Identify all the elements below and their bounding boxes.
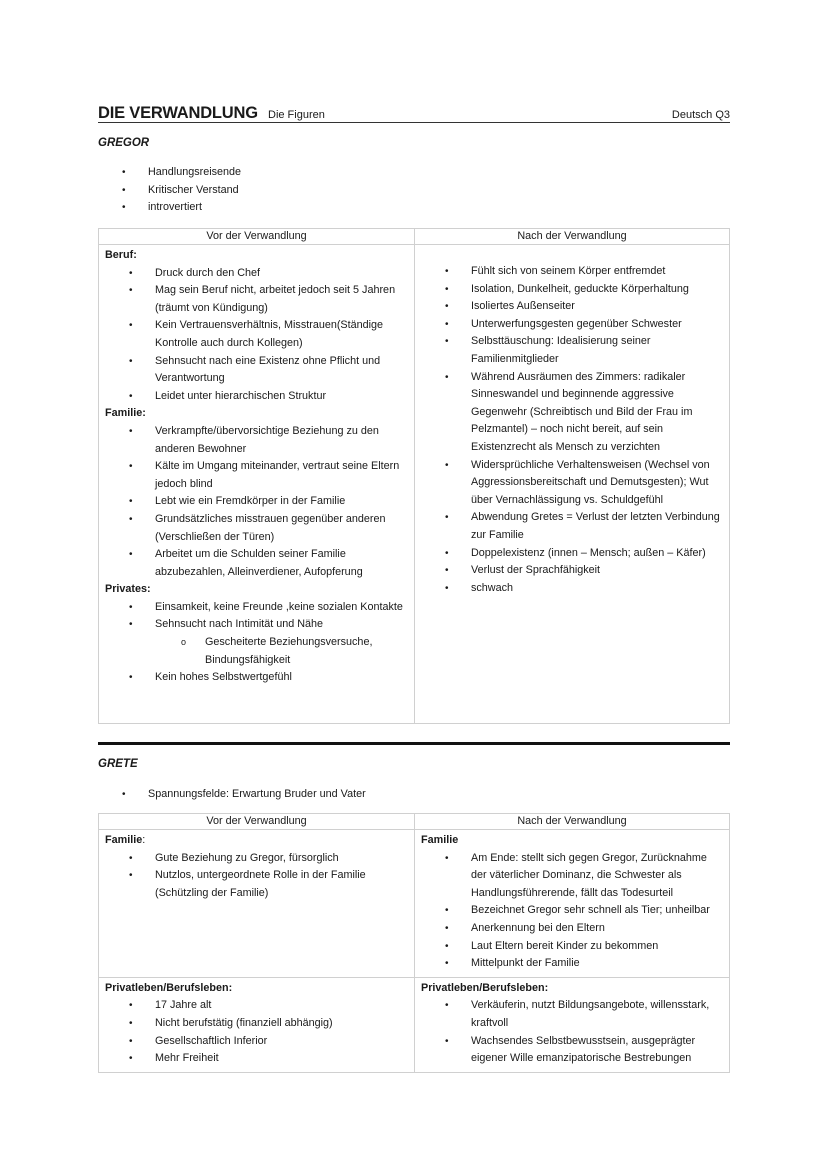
- familie-list: [105, 850, 408, 903]
- nested-list: [155, 634, 408, 669]
- list-item: • Nicht berufstätig (finanziell abhängig): [155, 1015, 408, 1033]
- list-item: • Kein Vertrauensverhältnis, Misstrauen(Ständige Kontrolle auch durch Kollegen): [155, 317, 408, 352]
- list-item: • Arbeitet um die Schulden seiner Familie abzubezahlen, Alleinverdiener, Aufopferung: [155, 546, 408, 581]
- list-item: • Handlungsreisende: [148, 164, 241, 182]
- list-item: • Grundsätzliches misstrauen gegenüber anderen (Verschließen der Türen): [155, 511, 408, 546]
- section-title-gregor: GREGOR: [98, 137, 150, 149]
- list-item: • Isolation, Dunkelheit, geduckte Körperhaltung: [471, 281, 723, 299]
- subheading-colon: :: [142, 834, 146, 846]
- grete-traits-list: [148, 786, 366, 804]
- list-item: • Kritischer Verstand: [148, 182, 241, 200]
- list-item: • Spannungsfelde: Erwartung Bruder und Vater: [148, 786, 366, 804]
- list-item: • Selbsttäuschung: Idealisierung seiner Familienmitglieder: [471, 333, 723, 368]
- list-item: [155, 616, 408, 669]
- familie-list: [105, 423, 408, 581]
- course-label: Deutsch Q3: [671, 109, 730, 121]
- gregor-comparison-table: [98, 228, 730, 724]
- after-list: [421, 263, 723, 597]
- grete-after-familie-cell: [415, 830, 730, 978]
- grete-after-privat-cell: [415, 977, 730, 1072]
- list-item: • Gesellschaftlich Inferior: [155, 1033, 408, 1051]
- table-row: [99, 245, 730, 724]
- table-header-row: [99, 814, 730, 830]
- gregor-before-cell: [99, 245, 415, 724]
- table-row: [99, 830, 730, 978]
- privat-list: [421, 997, 723, 1067]
- document-subtitle: Die Figuren: [268, 109, 325, 121]
- list-item: • introvertiert: [148, 199, 241, 217]
- list-item: • Leidet unter hierarchischen Struktur: [155, 388, 408, 406]
- column-header-before: Vor der Verwandlung: [99, 229, 415, 245]
- document-header: [98, 100, 730, 123]
- grete-before-familie-cell: [99, 830, 415, 978]
- subheading-privates: Privates:: [105, 583, 151, 596]
- beruf-list: [105, 265, 408, 406]
- column-header-before: Vor der Verwandlung: [99, 814, 415, 830]
- list-item: • Doppelexistenz (innen – Mensch; außen – Käfer): [471, 545, 723, 563]
- list-item: • Anerkennung bei den Eltern: [471, 920, 723, 938]
- subheading-familie: Familie: [421, 834, 459, 846]
- list-item: • Bezeichnet Gregor sehr schnell als Tier; unheilbar: [471, 902, 723, 920]
- list-item-text: Sehnsucht nach Intimität und Nähe: [155, 618, 324, 631]
- grete-comparison-table: [98, 813, 730, 1073]
- list-item: • schwach: [471, 580, 723, 598]
- list-item: • Kein hohes Selbstwertgefühl: [155, 669, 408, 687]
- column-header-after: Nach der Verwandlung: [415, 229, 730, 245]
- list-item: • Abwendung Gretes = Verlust der letzten Verbindung zur Familie: [471, 509, 723, 544]
- list-item: • Mittelpunkt der Familie: [471, 955, 723, 973]
- list-item: • Verlust der Sprachfähigkeit: [471, 562, 723, 580]
- document-title: DIE VERWANDLUNG: [98, 104, 258, 122]
- list-item: • Während Ausräumen des Zimmers: radikaler Sinneswandel und beginnende aggressive Gegenwehr (Schreibtisch und Bild der Frau im Pelzmantel) – noch nicht bereit, auf sein Existenzrecht als Mensch zu verzichten: [471, 369, 723, 457]
- table-row: [99, 977, 730, 1072]
- list-item: • Druck durch den Chef: [155, 265, 408, 283]
- privat-list: [105, 997, 408, 1067]
- document-page: [98, 100, 730, 1065]
- list-item: • Sehnsucht nach eine Existenz ohne Pflicht und Verantwortung: [155, 353, 408, 388]
- list-item: • Kälte im Umgang miteinander, vertraut seine Eltern jedoch blind: [155, 458, 408, 493]
- table-header-row: [99, 229, 730, 245]
- list-item: • Mag sein Beruf nicht, arbeitet jedoch seit 5 Jahren (träumt von Kündigung): [155, 282, 408, 317]
- list-item: • Unterwerfungsgesten gegenüber Schwester: [471, 316, 723, 334]
- list-item: • Einsamkeit, keine Freunde ,keine sozialen Kontakte: [155, 599, 408, 617]
- list-item: • 17 Jahre alt: [155, 997, 408, 1015]
- familie-list: [421, 850, 723, 973]
- nested-list-item: o Gescheiterte Beziehungsversuche, Bindungsfähigkeit: [205, 634, 408, 669]
- list-item: • Laut Eltern bereit Kinder zu bekommen: [471, 938, 723, 956]
- column-header-after: Nach der Verwandlung: [415, 814, 730, 830]
- subheading-familie: Familie:: [105, 407, 146, 420]
- list-item: • Wachsendes Selbstbewusstsein, ausgeprägter eigener Wille emanzipatorische Bestrebungen: [471, 1033, 723, 1068]
- list-item: • Nutzlos, untergeordnete Rolle in der Familie (Schützling der Familie): [155, 867, 408, 902]
- subheading-familie: [105, 832, 408, 850]
- list-item: • Isoliertes Außenseiter: [471, 298, 723, 316]
- list-item: • Verkäuferin, nutzt Bildungsangebote, willensstark, kraftvoll: [471, 997, 723, 1032]
- grete-before-privat-cell: [99, 977, 415, 1072]
- gregor-after-cell: [415, 245, 730, 724]
- subheading-text: Familie: [105, 834, 143, 846]
- list-item: • Mehr Freiheit: [155, 1050, 408, 1068]
- list-item: • Fühlt sich von seinem Körper entfremdet: [471, 263, 723, 281]
- list-item: • Lebt wie ein Fremdkörper in der Familie: [155, 493, 408, 511]
- gregor-traits-list: [148, 164, 241, 217]
- list-item: • Am Ende: stellt sich gegen Gregor, Zurücknahme der väterlicher Dominanz, die Schwester als Handlungsführerende, fällt das Todesurteil: [471, 850, 723, 903]
- list-item: • Verkrampfte/übervorsichtige Beziehung zu den anderen Bewohner: [155, 423, 408, 458]
- subheading-privatleben: Privatleben/Berufsleben:: [105, 981, 233, 994]
- list-item: • Gute Beziehung zu Gregor, fürsorglich: [155, 850, 408, 868]
- privates-list: [105, 599, 408, 687]
- section-divider: [98, 742, 730, 745]
- section-title-grete: GRETE: [98, 758, 138, 770]
- list-item: • Widersprüchliche Verhaltensweisen (Wechsel von Aggressionsbereitschaft und Demutsgesten); Wut über Vernachlässigung vs. Schuldgefühl: [471, 457, 723, 510]
- subheading-privatleben: Privatleben/Berufsleben:: [421, 981, 549, 994]
- subheading-beruf: Beruf:: [105, 249, 137, 261]
